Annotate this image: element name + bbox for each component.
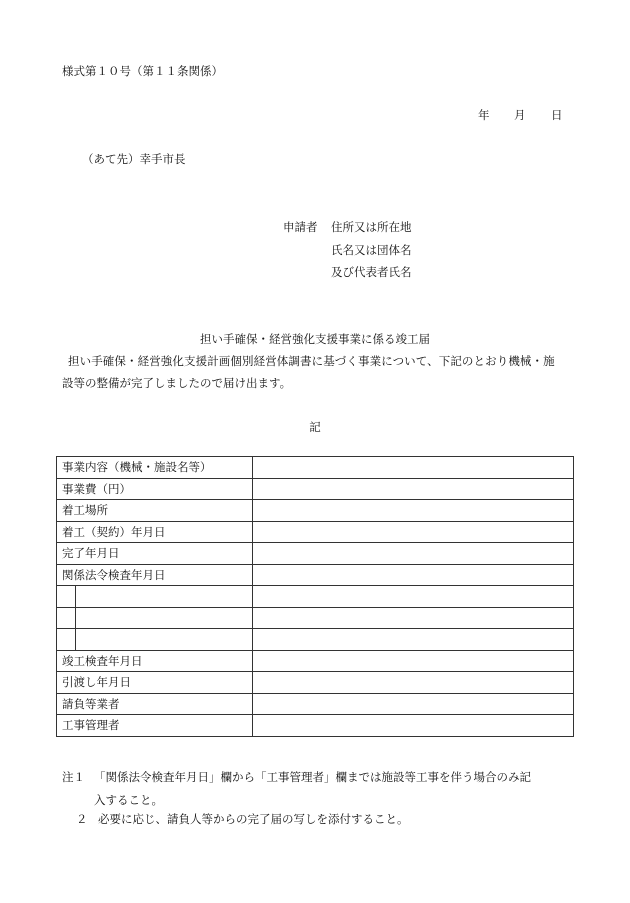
row-value-cell[interactable] bbox=[253, 629, 574, 651]
table-row bbox=[57, 672, 574, 694]
note-1-number: 注１ bbox=[62, 770, 85, 784]
subrow-label-cell[interactable] bbox=[57, 607, 253, 629]
indent-spacer bbox=[57, 586, 76, 607]
form-number: 様式第１０号（第１１条関係） bbox=[62, 64, 223, 78]
note-1-continuation: 入すること。 bbox=[94, 793, 163, 807]
row-label: 竣工検査年月日 bbox=[57, 650, 253, 672]
body-text-line-2: 設等の整備が完了しましたので届け出ます。 bbox=[62, 376, 292, 390]
row-label: 完了年月日 bbox=[57, 543, 253, 565]
note-2-number: ２ bbox=[76, 812, 88, 826]
table-row bbox=[57, 564, 574, 586]
note-2 bbox=[76, 812, 409, 826]
applicant-representative-label: 及び代表者氏名 bbox=[331, 265, 412, 279]
row-value-cell[interactable] bbox=[253, 543, 574, 565]
table-row bbox=[57, 457, 574, 479]
table-row bbox=[57, 543, 574, 565]
row-label: 着工場所 bbox=[57, 500, 253, 522]
note-1 bbox=[62, 770, 531, 784]
body-text-line-1: 担い手確保・経営強化支援計画個別経営体調書に基づく事業について、下記のとおり機械・施 bbox=[68, 354, 555, 368]
date-year-label: 年 bbox=[478, 108, 490, 122]
table-row bbox=[57, 500, 574, 522]
row-value-cell[interactable] bbox=[253, 457, 574, 479]
table-row bbox=[57, 478, 574, 500]
table-subrow bbox=[57, 607, 574, 629]
table-row bbox=[57, 521, 574, 543]
row-label: 請負等業者 bbox=[57, 693, 253, 715]
row-label: 関係法令検査年月日 bbox=[57, 564, 253, 586]
document-title: 担い手確保・経営強化支援事業に係る竣工届 bbox=[200, 332, 430, 346]
applicant-name-label: 氏名又は団体名 bbox=[331, 243, 412, 257]
row-label: 着工（契約）年月日 bbox=[57, 521, 253, 543]
note-2-text: 必要に応じ、請負人等からの完了届の写しを添付すること。 bbox=[98, 812, 409, 826]
table-subrow bbox=[57, 629, 574, 651]
row-value-cell[interactable] bbox=[253, 586, 574, 608]
addressee: （あて先）幸手市長 bbox=[82, 152, 186, 166]
date-month-label: 月 bbox=[514, 108, 526, 122]
table-row bbox=[57, 650, 574, 672]
row-value-cell[interactable] bbox=[253, 650, 574, 672]
row-value-cell[interactable] bbox=[253, 715, 574, 737]
indent-spacer bbox=[57, 608, 76, 629]
row-label: 引渡し年月日 bbox=[57, 672, 253, 694]
row-value-cell[interactable] bbox=[253, 564, 574, 586]
note-1-text: 「関係法令検査年月日」欄から「工事管理者」欄までは施設等工事を伴う場合のみ記 bbox=[94, 770, 531, 784]
subrow-label-cell[interactable] bbox=[57, 629, 253, 651]
date-day-label: 日 bbox=[551, 108, 563, 122]
applicant-address-label: 住所又は所在地 bbox=[331, 220, 412, 234]
row-label: 事業内容（機械・施設名等） bbox=[57, 457, 253, 479]
row-value-cell[interactable] bbox=[253, 607, 574, 629]
row-value-cell[interactable] bbox=[253, 693, 574, 715]
indent-spacer bbox=[57, 629, 76, 650]
completion-report-table bbox=[56, 456, 574, 737]
table-row bbox=[57, 693, 574, 715]
row-label: 事業費（円） bbox=[57, 478, 253, 500]
table-subrow bbox=[57, 586, 574, 608]
row-value-cell[interactable] bbox=[253, 500, 574, 522]
row-label: 工事管理者 bbox=[57, 715, 253, 737]
table-row bbox=[57, 715, 574, 737]
row-value-cell[interactable] bbox=[253, 521, 574, 543]
row-value-cell[interactable] bbox=[253, 478, 574, 500]
ki-heading: 記 bbox=[309, 420, 321, 434]
subrow-label-cell[interactable] bbox=[57, 586, 253, 608]
row-value-cell[interactable] bbox=[253, 672, 574, 694]
applicant-label: 申請者 bbox=[283, 220, 318, 234]
